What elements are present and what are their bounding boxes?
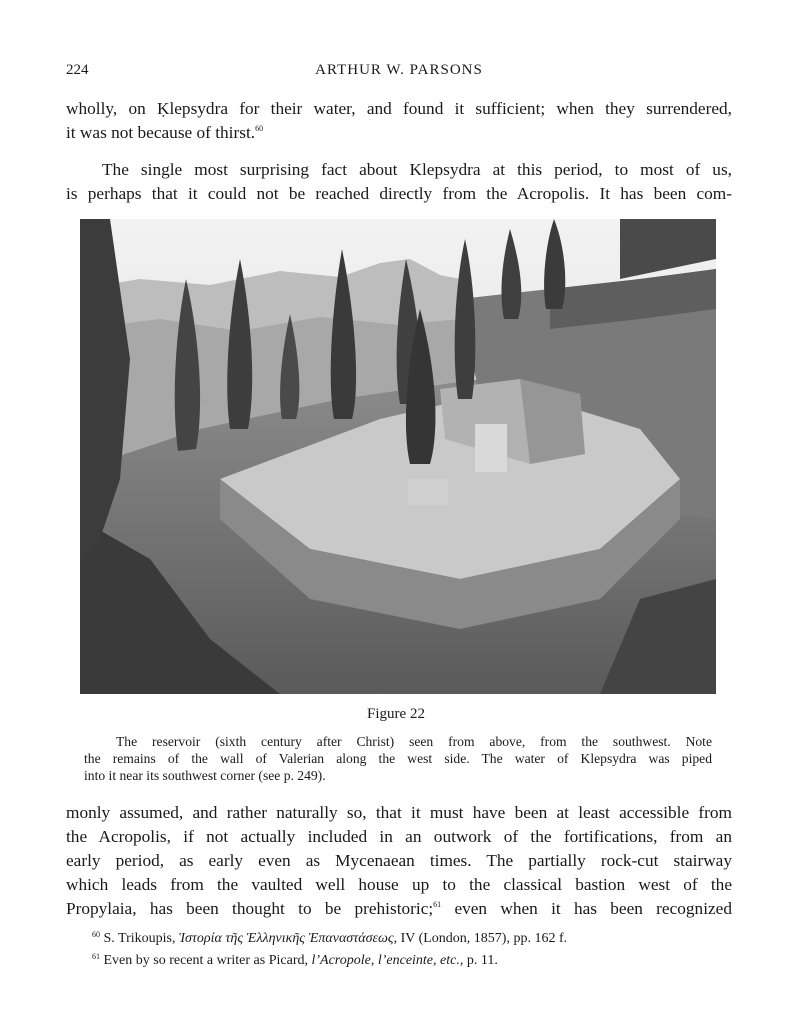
footnote-61: $^{61}$ Even by so recent a writer as Picard, l’Acropole, l’enceinte, etc., p. 11. <box>92 952 498 968</box>
paragraph-1-line-1: wholly, on Ḳlepsydra for their water, and found it sufficient; when they surrendered, <box>66 99 732 118</box>
caption-line-2: the remains of the wall of Valerian along the west side. The water of Klepsydra was piped <box>84 751 712 766</box>
caption-line-3: into it near its southwest corner (see p. 249). <box>84 768 326 783</box>
paragraph-3-line-4: which leads from the vaulted well house up to the classical bastion west of the <box>66 875 732 894</box>
figure-label: Figure 22 <box>367 706 425 722</box>
note-ref-60[interactable]: 60 <box>255 124 264 133</box>
running-head: ARTHUR W. PARSONS <box>315 62 483 78</box>
italic-title: l’Acropole, l’enceinte, etc. <box>311 953 460 968</box>
footnote-60: $^{60}$ S. Trikoupis, Ἱστορία τῆς Ἑλληνικῆς Ἐπαναστάσεως, IV (London, 1857), pp. 162 f. <box>92 930 568 946</box>
footnotes <box>92 926 732 970</box>
footnote-mark-61: 61 <box>92 952 100 961</box>
paragraph-3-line-1: monly assumed, and rather naturally so, that it must have been at least accessible from <box>66 803 732 822</box>
note-ref-61[interactable]: 61 <box>433 900 442 909</box>
caption-line-1: The reservoir (sixth century after Christ) seen from above, from the southwest. Note <box>116 734 712 749</box>
figure-caption <box>84 733 712 784</box>
photograph-reservoir <box>80 219 716 694</box>
paragraph-2-line-2: is perhaps that it could not be reached directly from the Acropolis. It has been com- <box>66 184 732 203</box>
page-header <box>66 62 732 84</box>
paragraph-3-line-5: Propylaia, has been thought to be prehistoric;$^{61}$ even when it has been recognized <box>66 899 732 918</box>
paragraph-3-line-2: the Acropolis, if not actually included in an outwork of the fortifications, from an <box>66 827 732 846</box>
page-number: 224 <box>66 62 89 78</box>
paragraph-1-line-2: it was not because of thirst.$^{60}$ <box>66 123 264 142</box>
paragraph-3-line-3: early period, as early even as Mycenaean times. The partially rock-cut stairway <box>66 851 732 870</box>
footnote-mark-60: 60 <box>92 930 100 939</box>
paragraph-2-line-1: The single most surprising fact about Klepsydra at this period, to most of us, <box>102 160 732 179</box>
greek-title: Ἱστορία τῆς Ἑλληνικῆς Ἐπαναστάσεως <box>178 931 394 946</box>
